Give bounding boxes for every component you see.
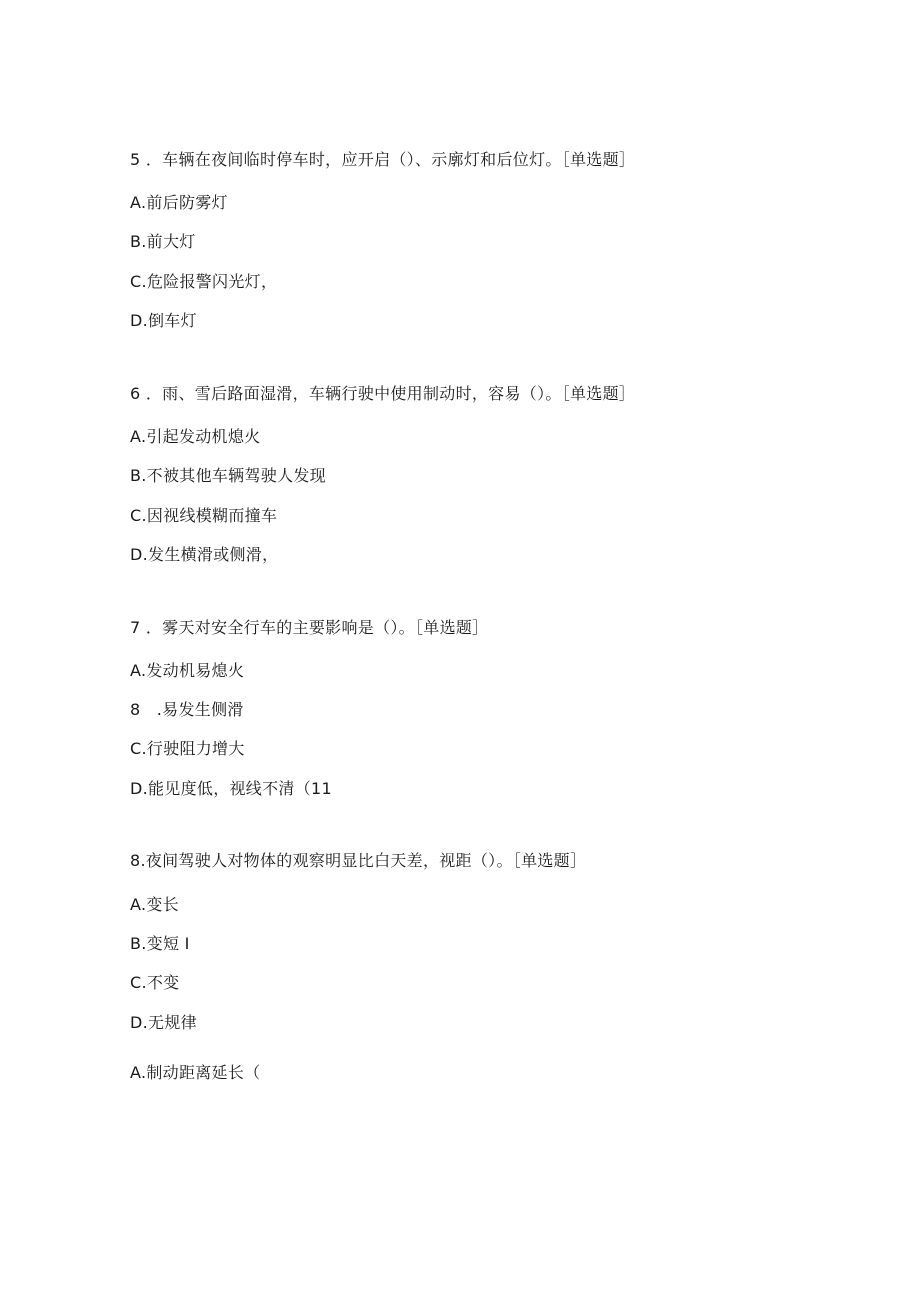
question-5-option-d: D.倒车灯: [130, 311, 197, 330]
question-6-option-d: D.发生横滑或侧滑，: [130, 545, 279, 564]
question-5-option-a: A.前后防雾灯: [130, 193, 228, 212]
question-8-stem: 8.夜间驾驶人对物体的观察明显比白天差，视距（）。［单选题］: [130, 851, 587, 870]
question-6-stem: 6 ．雨、雪后路面湿滑，车辆行驶中使用制动时，容易（）。［单选题］: [130, 384, 636, 403]
question-6-option-a: A.引起发动机熄火: [130, 427, 261, 446]
question-6-option-b: B.不被其他车辆驾驶人发现: [130, 466, 326, 485]
question-7-option-a: A.发动机易熄火: [130, 661, 245, 680]
question-8-option-a: A.变长: [130, 895, 179, 914]
question-5-option-b: B.前大灯: [130, 232, 196, 251]
question-7-option-b: 8 .易发生侧滑: [130, 700, 244, 719]
question-7-stem: 7 ．雾天对安全行车的主要影响是（）。［单选题］: [130, 618, 489, 637]
question-8-option-d: D.无规律: [130, 1013, 197, 1032]
question-8-option-c: C.不变: [130, 973, 180, 992]
question-7-option-c: C.行驶阻力增大: [130, 739, 245, 758]
question-7-option-d: D.能见度低，视线不清（11: [130, 779, 332, 798]
question-5-stem: 5 ．车辆在夜间临时停车时，应开启（）、示廓灯和后位灯。［单选题］: [130, 150, 636, 169]
stray-option-a: A.制动距离延长（: [130, 1063, 261, 1082]
question-8-option-b: B.变短 I: [130, 934, 190, 953]
question-6-option-c: C.因视线模糊而撞车: [130, 506, 278, 525]
question-5-option-c: C.危险报警闪光灯，: [130, 272, 278, 291]
